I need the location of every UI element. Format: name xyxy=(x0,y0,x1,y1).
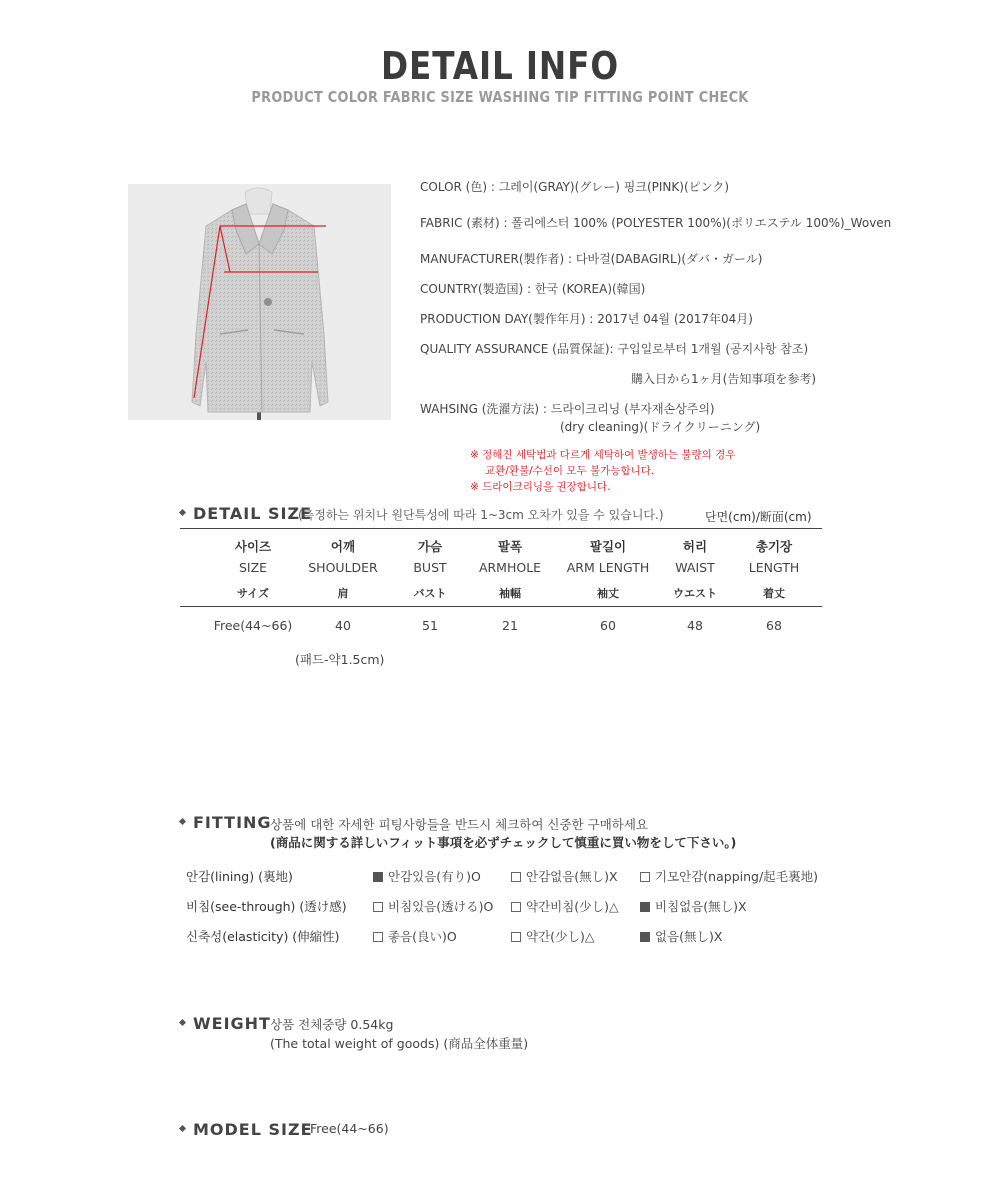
header-ko: 사이즈 xyxy=(234,539,272,554)
jacket-illustration xyxy=(128,184,391,420)
info-production-day: PRODUCTION DAY(製作年月) : 2017년 04월 (2017年04月) xyxy=(420,312,753,326)
info-color: COLOR (色) : 그레이(GRAY)(グレー) 핑크(PINK)(ピンク) xyxy=(420,180,730,194)
product-photo xyxy=(128,184,391,420)
size-footnote: (패드-약1.5cm) xyxy=(295,652,385,667)
fitting-desc-2: (商品に関する詳しいフィット事項を必ずチェックして慎重に買い物をして下さい。) xyxy=(270,835,737,850)
header-ko: 팔길이 xyxy=(589,539,627,554)
fitting-option: 안감없음(無し)X xyxy=(511,867,618,885)
info-fabric: FABRIC (素材) : 폴리에스터 100% (POLYESTER 100%)(ポリエステル 100%)_Woven xyxy=(420,216,892,230)
info-manufacturer: MANUFACTURER(製作者) : 다바걸(DABAGIRL)(ダバ・ガール) xyxy=(420,252,763,266)
table-cell: 68 xyxy=(766,618,782,633)
note-line-2: 교환/환불/수선이 모두 불가능합니다. xyxy=(485,465,655,477)
page-title: DETAIL INFO xyxy=(381,44,619,88)
header-en: BUST xyxy=(413,560,447,575)
fitting-option: 비침없음(無し)X xyxy=(640,897,747,915)
fitting-option: 약간(少し)△ xyxy=(511,927,595,945)
weight-line-1: 상품 전체중량 0.54kg xyxy=(270,1017,394,1032)
header-ko: 어깨 xyxy=(330,539,356,554)
table-cell: 48 xyxy=(687,618,703,633)
detail-size-unit: 단면(cm)/断面(cm) xyxy=(705,510,812,524)
checkbox-empty-icon xyxy=(373,932,383,942)
header-en: SHOULDER xyxy=(308,560,378,575)
diamond-bullet-icon xyxy=(179,509,186,516)
fitting-heading: FITTING xyxy=(180,813,272,832)
info-washing-jp: (dry cleaning)(ドライクリーニング) xyxy=(560,420,761,434)
note-line-1: ※ 정해진 세탁법과 다르게 세탁하여 발생하는 불량의 경우 xyxy=(470,449,736,461)
table-cell: 21 xyxy=(502,618,518,633)
table-cell: 51 xyxy=(422,618,438,633)
washing-notes xyxy=(470,447,735,495)
checkbox-empty-icon xyxy=(511,932,521,942)
fitting-option: 안감있음(有り)O xyxy=(373,867,481,885)
header-jp: バスト xyxy=(413,587,447,600)
fitting-label-elasticity: 신축성(elasticity) (伸縮性) xyxy=(186,929,340,944)
fitting-label-see-through: 비침(see-through) (透け感) xyxy=(186,899,347,914)
checkbox-empty-icon xyxy=(373,902,383,912)
info-quality-assurance: QUALITY ASSURANCE (品質保証): 구입일로부터 1개월 (공지사항 참조) xyxy=(420,342,809,356)
info-quality-assurance-jp: 購入日から1ヶ月(告知事項を参考) xyxy=(631,372,816,386)
diamond-bullet-icon xyxy=(179,1125,186,1132)
header-ko: 팔폭 xyxy=(497,539,523,554)
header-ko: 총기장 xyxy=(755,539,793,554)
fitting-desc-1: 상품에 대한 자세한 피팅사항들을 반드시 체크하여 신중한 구매하세요 xyxy=(270,817,648,832)
note-line-3: ※ 드라이크리닝을 권장합니다. xyxy=(470,481,611,493)
detail-size-heading: DETAIL SIZE xyxy=(180,504,312,523)
model-size-value: Free(44~66) xyxy=(310,1121,389,1136)
diamond-bullet-icon xyxy=(179,818,186,825)
fitting-option: 약간비침(少し)△ xyxy=(511,897,619,915)
header-en: WAIST xyxy=(675,560,715,575)
header-ko: 허리 xyxy=(682,539,708,554)
model-size-heading: MODEL SIZE xyxy=(180,1120,313,1139)
checkbox-checked-icon xyxy=(373,872,383,882)
header-en: ARM LENGTH xyxy=(566,560,650,575)
checkbox-checked-icon xyxy=(640,932,650,942)
detail-size-note: (측정하는 위치나 원단특성에 따라 1~3cm 오차가 있을 수 있습니다.) xyxy=(298,508,664,522)
fitting-label-lining: 안감(lining) (裏地) xyxy=(186,869,293,884)
page-subtitle: PRODUCT COLOR FABRIC SIZE WASHING TIP FITTING POINT CHECK xyxy=(251,88,749,106)
fitting-option: 없음(無し)X xyxy=(640,927,722,945)
weight-line-2: (The total weight of goods) (商品全体重量) xyxy=(270,1036,529,1051)
weight-heading: WEIGHT xyxy=(180,1014,271,1033)
checkbox-checked-icon xyxy=(640,902,650,912)
checkbox-empty-icon xyxy=(511,872,521,882)
header-en: SIZE xyxy=(238,560,268,575)
diamond-bullet-icon xyxy=(179,1019,186,1026)
header-jp: 袖幅 xyxy=(499,587,521,600)
header-jp: 肩 xyxy=(337,587,349,600)
table-top-rule xyxy=(180,528,822,529)
fitting-option: 기모안감(napping/起毛裏地) xyxy=(640,867,818,885)
fitting-option: 비침있음(透ける)O xyxy=(373,897,493,915)
table-header-rule xyxy=(180,606,822,607)
header-ko: 가슴 xyxy=(417,539,443,554)
table-cell: 60 xyxy=(600,618,616,633)
header-jp: 袖丈 xyxy=(597,587,619,600)
table-cell: Free(44~66) xyxy=(213,618,293,633)
fitting-option: 좋음(良い)O xyxy=(373,927,457,945)
info-country: COUNTRY(製造国) : 한국 (KOREA)(韓国) xyxy=(420,282,646,296)
header-en: ARMHOLE xyxy=(478,560,542,575)
header-jp: サイズ xyxy=(236,587,270,600)
checkbox-empty-icon xyxy=(511,902,521,912)
info-washing: WAHSING (洗濯方法) : 드라이크리닝 (부자재손상주의) xyxy=(420,402,715,416)
table-cell: 40 xyxy=(335,618,351,633)
header-jp: ウエスト xyxy=(673,587,717,600)
header-jp: 着丈 xyxy=(763,587,785,600)
header-en: LENGTH xyxy=(748,560,800,575)
checkbox-empty-icon xyxy=(640,872,650,882)
